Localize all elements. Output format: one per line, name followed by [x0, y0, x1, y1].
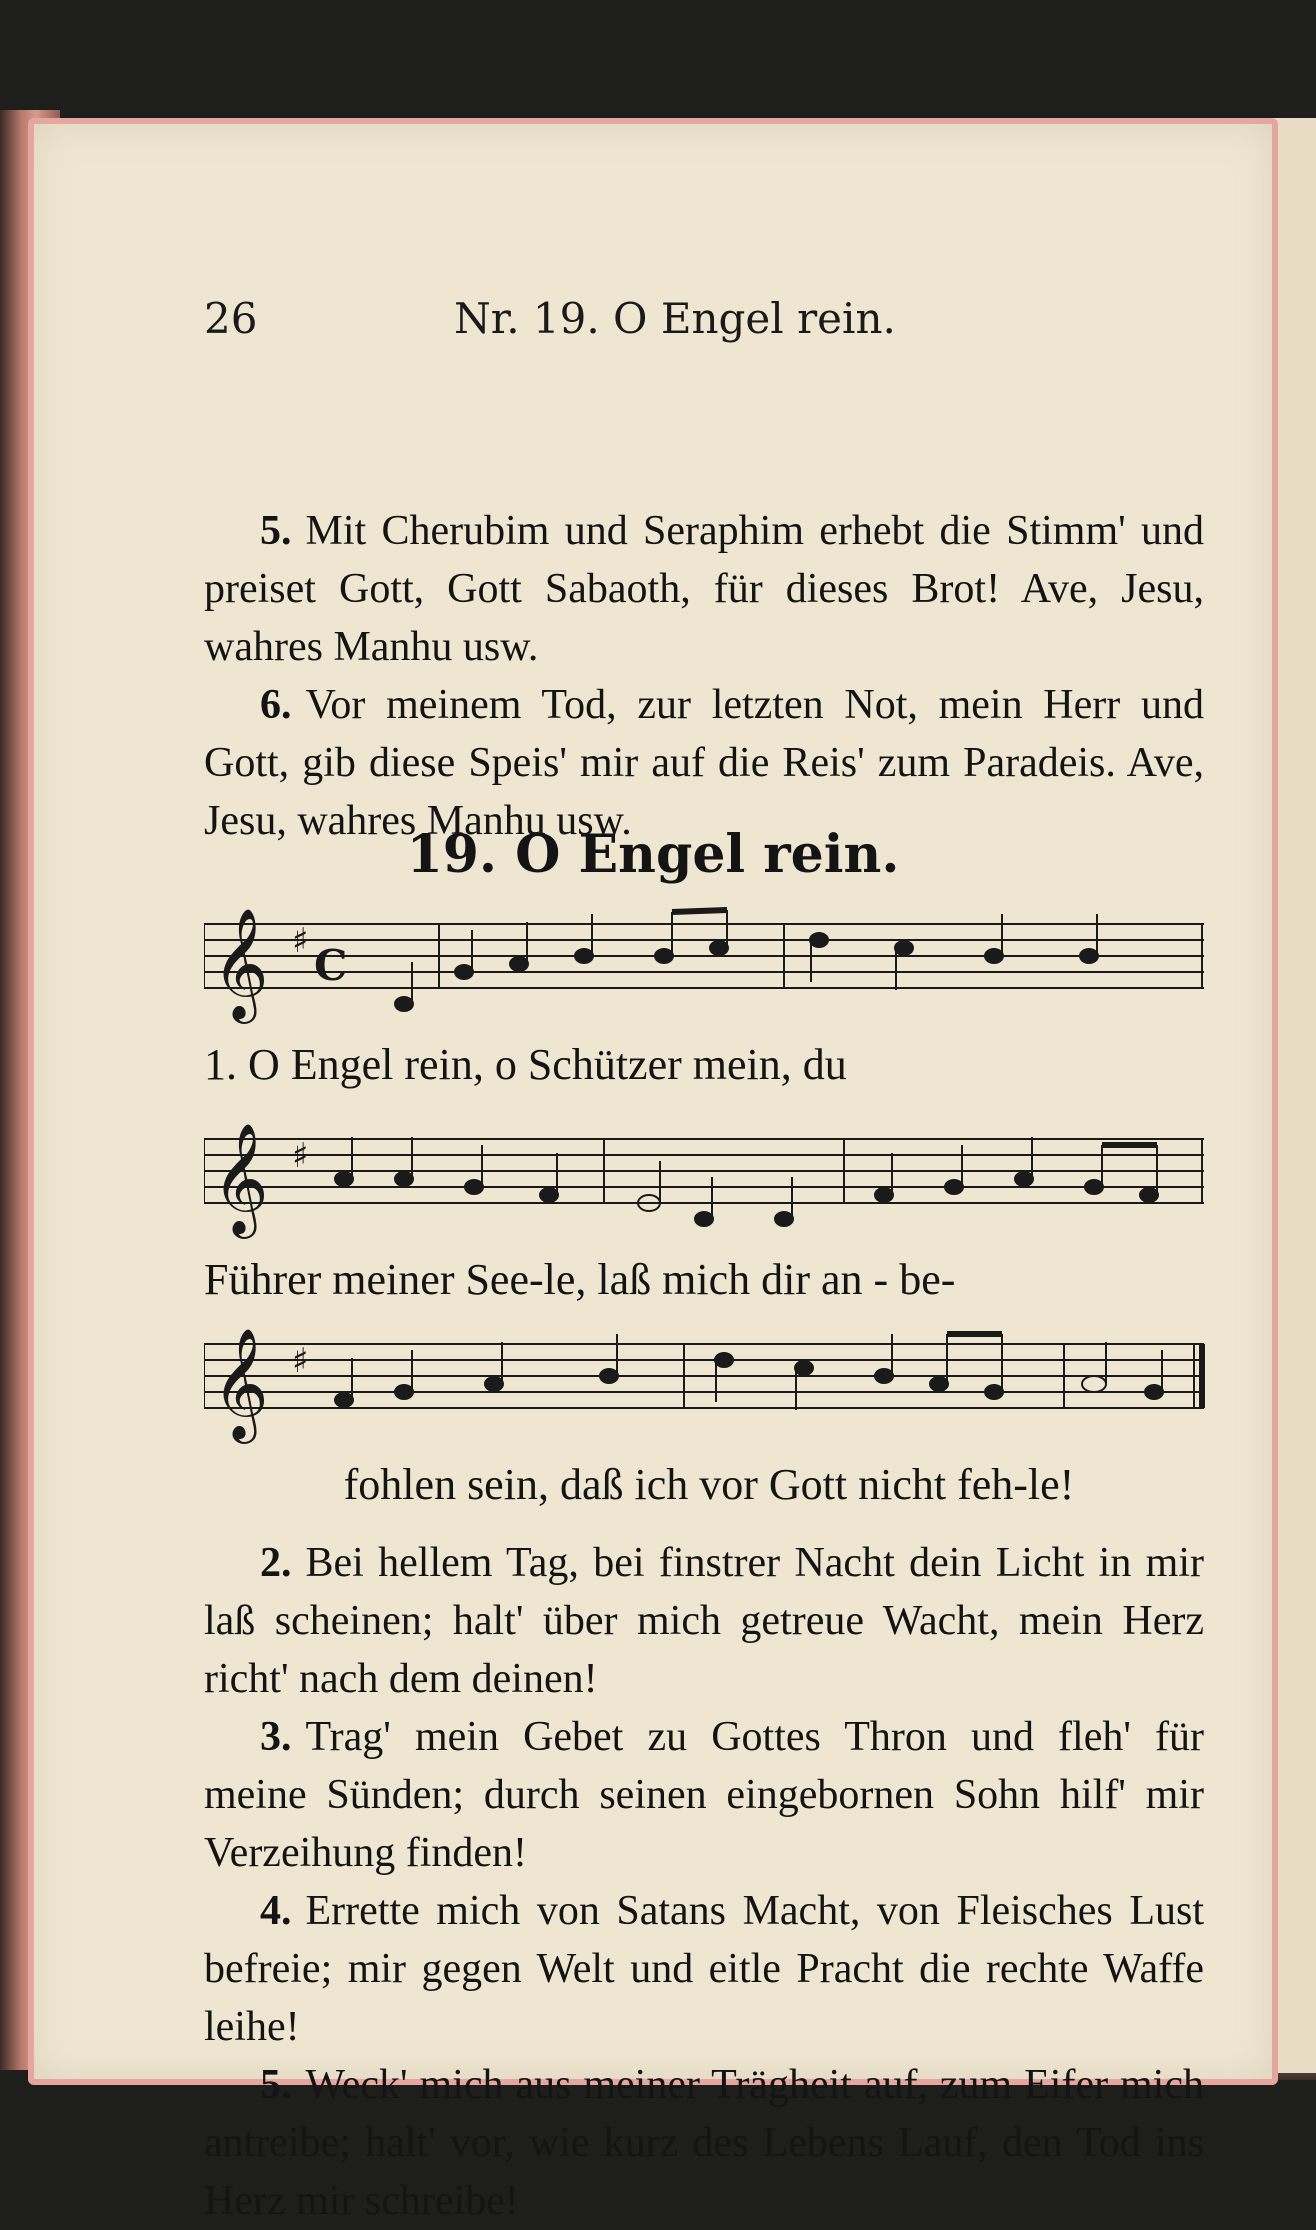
lyric-line-2: Führer meiner See-le, laß mich dir an - be-: [204, 1255, 956, 1304]
treble-clef-icon: 𝄞: [212, 907, 269, 1019]
stanza-text: Bei hellem Tag, bei finstrer Nacht dein Licht in mir laß scheinen; halt' über mich getreue Wacht, mein Herz richt' nach dem deinen!: [204, 1540, 1204, 1702]
stanza-number: 2.: [260, 1540, 292, 1586]
hymnal-page: [28, 118, 1278, 2224]
stanza-number: 6.: [260, 682, 292, 728]
lyric-line-3: fohlen sein, daß ich vor Gott nicht feh-le!: [343, 1460, 1075, 1509]
music-staff-3: [204, 1324, 1214, 1464]
stanza: [204, 1882, 1204, 2056]
stanza-number: 5.: [260, 2062, 292, 2108]
treble-clef-icon: 𝄞: [212, 1327, 269, 1439]
song-stanzas: [204, 1534, 1204, 2230]
lyric-line-1: 1. O Engel rein, o Schützer mein, du: [204, 1040, 847, 1089]
stanza-text: Trag' mein Gebet zu Gottes Thron und fleh' für meine Sünden; durch seinen eingebornen Sohn hilf' mir Verzeihung finden!: [204, 1714, 1204, 1876]
stanza: [204, 1708, 1204, 1882]
stanza-number: 3.: [260, 1714, 292, 1760]
key-signature-sharp-icon: ♯: [292, 1136, 309, 1176]
stanza-text: Vor meinem Tod, zur letzten Not, mein Herr und Gott, gib diese Speis' mir auf die Reis' zum Paradeis. Ave, Jesu, wahres Manhu usw.: [204, 682, 1204, 844]
key-signature-sharp-icon: ♯: [292, 1341, 309, 1381]
previous-song-stanzas: [204, 502, 1204, 850]
treble-clef-icon: 𝄞: [212, 1122, 269, 1234]
running-title: Nr. 19. O Engel rein.: [454, 294, 896, 343]
page-number: 26: [204, 294, 258, 343]
stanza-text: Mit Cherubim und Seraphim erhebt die Stimm' und preiset Gott, Gott Sabaoth, für dieses Brot! Ave, Jesu, wahres Manhu usw.: [204, 508, 1204, 670]
stanza-number: 5.: [260, 508, 292, 554]
common-time-icon: C: [314, 941, 348, 990]
song-title: 19. O Engel rein.: [406, 824, 900, 885]
stanza: [204, 2056, 1204, 2230]
key-signature-sharp-icon: ♯: [292, 921, 309, 961]
stanza: [204, 1534, 1204, 1708]
music-staff-2: [204, 1119, 1214, 1259]
music-staff-1: [204, 904, 1214, 1044]
stanza: [204, 502, 1204, 676]
page-header: [34, 294, 1272, 374]
stanza-number: 4.: [260, 1888, 292, 1934]
stanza-text: Errette mich von Satans Macht, von Fleisches Lust befreie; mir gegen Welt und eitle Pracht die rechte Waffe leihe!: [204, 1888, 1204, 2050]
stanza-text: Weck' mich aus meiner Trägheit auf, zum Eifer mich antreibe; halt' vor, wie kurz des Lebens Lauf, den Tod ins Herz mir schreibe!: [204, 2062, 1204, 2224]
